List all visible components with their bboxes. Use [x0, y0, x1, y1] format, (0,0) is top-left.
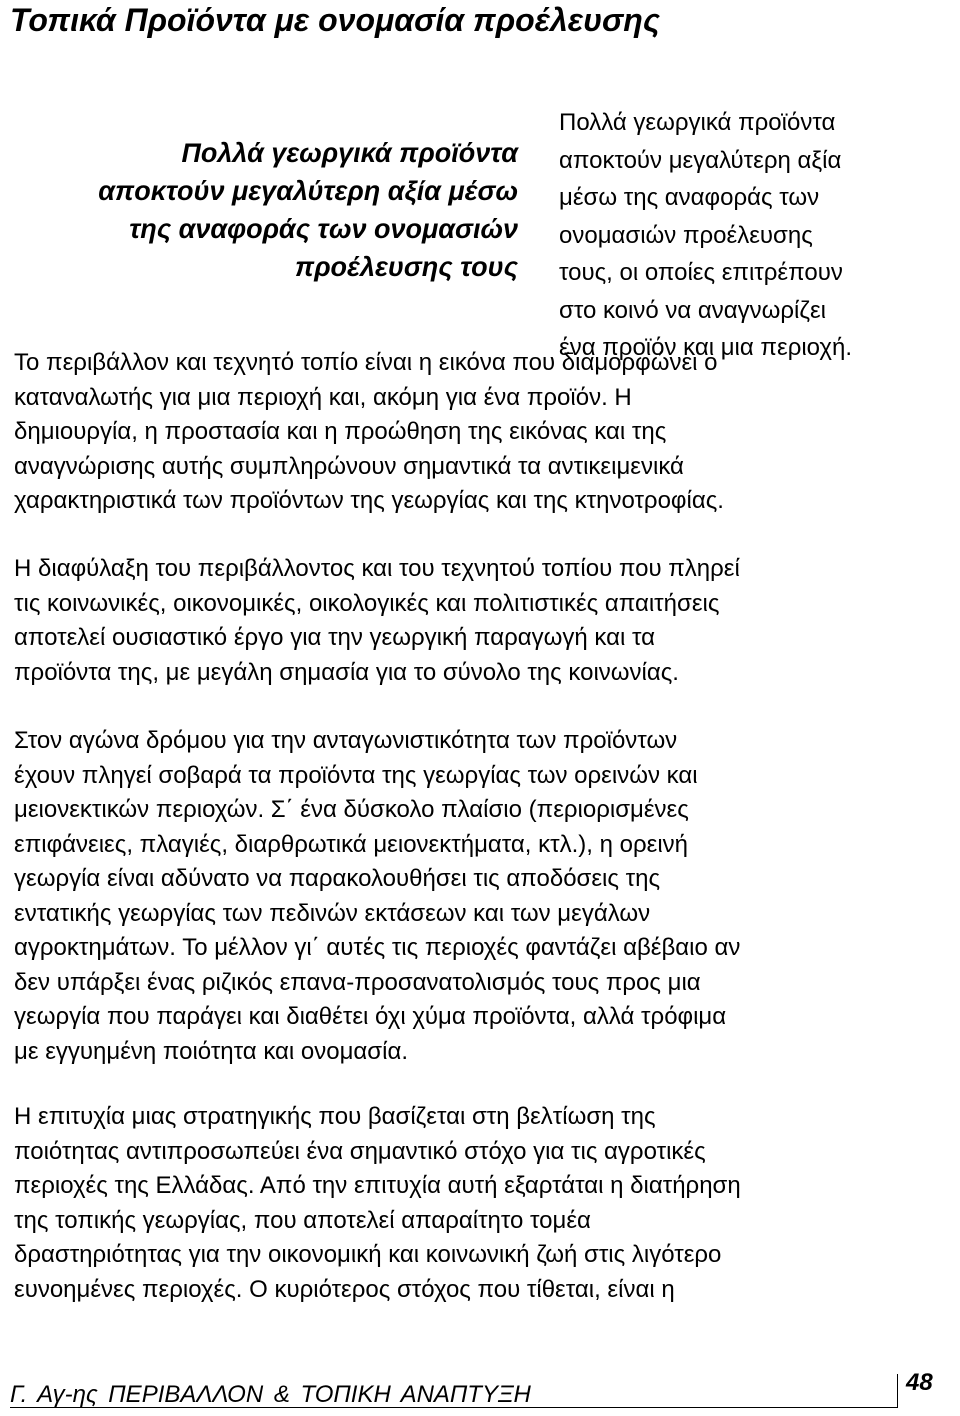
paragraph-line: αγροκτημάτων. Το μέλλον γι΄ αυτές τις περιοχές φαντάζει αβέβαιο αν: [14, 934, 741, 961]
paragraph-line: τις κοινωνικές, οικονομικές, οικολογικές και πολιτιστικές απαιτήσεις: [14, 589, 720, 617]
intro-line: στο κοινό να αναγνωρίζει: [559, 296, 826, 324]
pull-quote-line: προέλευσης τους: [294, 252, 518, 282]
footer-divider: [897, 1374, 898, 1408]
intro-line: μέσω της αναφοράς των: [559, 184, 820, 211]
paragraph-line: προϊόντα της, με μεγάλη σημασία για το σύνολο της κοινωνίας.: [14, 658, 679, 686]
paragraph-quality-strategy: [14, 1100, 954, 1307]
paragraph-line: έχουν πληγεί σοβαρά τα προϊόντα της γεωργίας των ορεινών και: [14, 761, 698, 789]
paragraph-landscape-image: [14, 346, 954, 519]
footer-rule: [10, 1407, 898, 1408]
intro-line: ονομασιών προέλευσης: [559, 221, 813, 249]
paragraph-line: δημιουργία, η προστασία και η προώθηση της εικόνας και της: [14, 418, 667, 445]
paragraph-line: περιοχές της Ελλάδας. Από την επιτυχία αυτή εξαρτάται η διατήρηση: [14, 1172, 741, 1199]
paragraph-environment-protection: [14, 552, 954, 690]
paragraph-line: γεωργία είναι αδύνατο να παρακολουθήσει τις αποδόσεις της: [14, 865, 661, 892]
paragraph-line: γεωργία που παράγει και διαθέτει όχι χύμα προϊόντα, αλλά τρόφιμα: [14, 1003, 727, 1030]
paragraph-line: καταναλωτής για μια περιοχή και, ακόμη για ένα προϊόν. Η: [14, 383, 632, 411]
pull-quote: [20, 134, 518, 286]
paragraph-mountain-agriculture: [14, 724, 954, 1069]
page-number: 48: [906, 1369, 933, 1396]
paragraph-line: επιφάνειες, πλαγιές, διαρθρωτικά μειονεκτήματα, κτλ.), η ορεινή: [14, 830, 689, 858]
intro-line: Πολλά γεωργικά προϊόντα: [559, 109, 836, 136]
paragraph-line: εντατικής γεωργίας των πεδινών εκτάσεων και των μεγάλων: [14, 899, 651, 927]
pull-quote-line: Πολλά γεωργικά προϊόντα: [181, 138, 518, 168]
intro-line: ένα προϊόν και μια περιοχή.: [559, 334, 852, 361]
paragraph-line: της τοπικής γεωργίας, που αποτελεί απαραίτητο τομέα: [14, 1206, 591, 1234]
intro-column: [559, 104, 852, 367]
pull-quote-line: αποκτούν μεγαλύτερη αξία μέσω: [98, 176, 518, 206]
paragraph-line: ποιότητας αντιπροσωπεύει ένα σημαντικό στόχο για τις αγροτικές: [14, 1137, 706, 1165]
paragraph-line: αναγνώρισης αυτής συμπληρώνουν σημαντικά τα αντικειμενικά: [14, 452, 684, 480]
paragraph-line: Το περιβάλλον και τεχνητό τοπίο είναι η εικόνα που διαμορφώνει ο: [14, 349, 718, 376]
paragraph-line: Στον αγώνα δρόμου για την ανταγωνιστικότητα των προϊόντων: [14, 727, 678, 754]
pull-quote-line: της αναφοράς των ονομασιών: [129, 214, 518, 244]
page-footer: [0, 1368, 960, 1416]
paragraph-line: μειονεκτικών περιοχών. Σ΄ ένα δύσκολο πλαίσιο (περιορισμένες: [14, 796, 689, 823]
paragraph-line: αποτελεί ουσιαστικό έργο για την γεωργική παραγωγή και τα: [14, 624, 655, 651]
paragraph-line: Η διαφύλαξη του περιβάλλοντος και του τεχνητού τοπίου που πληρεί: [14, 555, 740, 582]
paragraph-line: δραστηριότητας για την οικονομική και κοινωνική ζωή στις λιγότερο: [14, 1241, 722, 1268]
page-title: Τοπικά Προϊόντα με ονομασία προέλευσης: [10, 2, 660, 38]
paragraph-line: ευνοημένες περιοχές. Ο κυριότερος στόχος που τίθεται, είναι η: [14, 1275, 675, 1303]
paragraph-line: δεν υπάρξει ένας ριζικός επανα-προσανατολισμός τους προς μια: [14, 968, 701, 996]
intro-line: τους, οι οποίες επιτρέπουν: [559, 259, 843, 286]
paragraph-line: χαρακτηριστικά των προϊόντων της γεωργίας και της κτηνοτροφίας.: [14, 487, 724, 514]
paragraph-line: με εγγυημένη ποιότητα και ονομασία.: [14, 1037, 408, 1065]
intro-line: αποκτούν μεγαλύτερη αξία: [559, 146, 842, 174]
footer-text: Γ. Αγ-ης ΠΕΡΙΒΑΛΛΟΝ & ΤΟΠΙΚΗ ΑΝΑΠΤΥΞΗ: [10, 1381, 531, 1408]
paragraph-line: Η επιτυχία μιας στρατηγικής που βασίζεται στη βελτίωση της: [14, 1103, 656, 1130]
